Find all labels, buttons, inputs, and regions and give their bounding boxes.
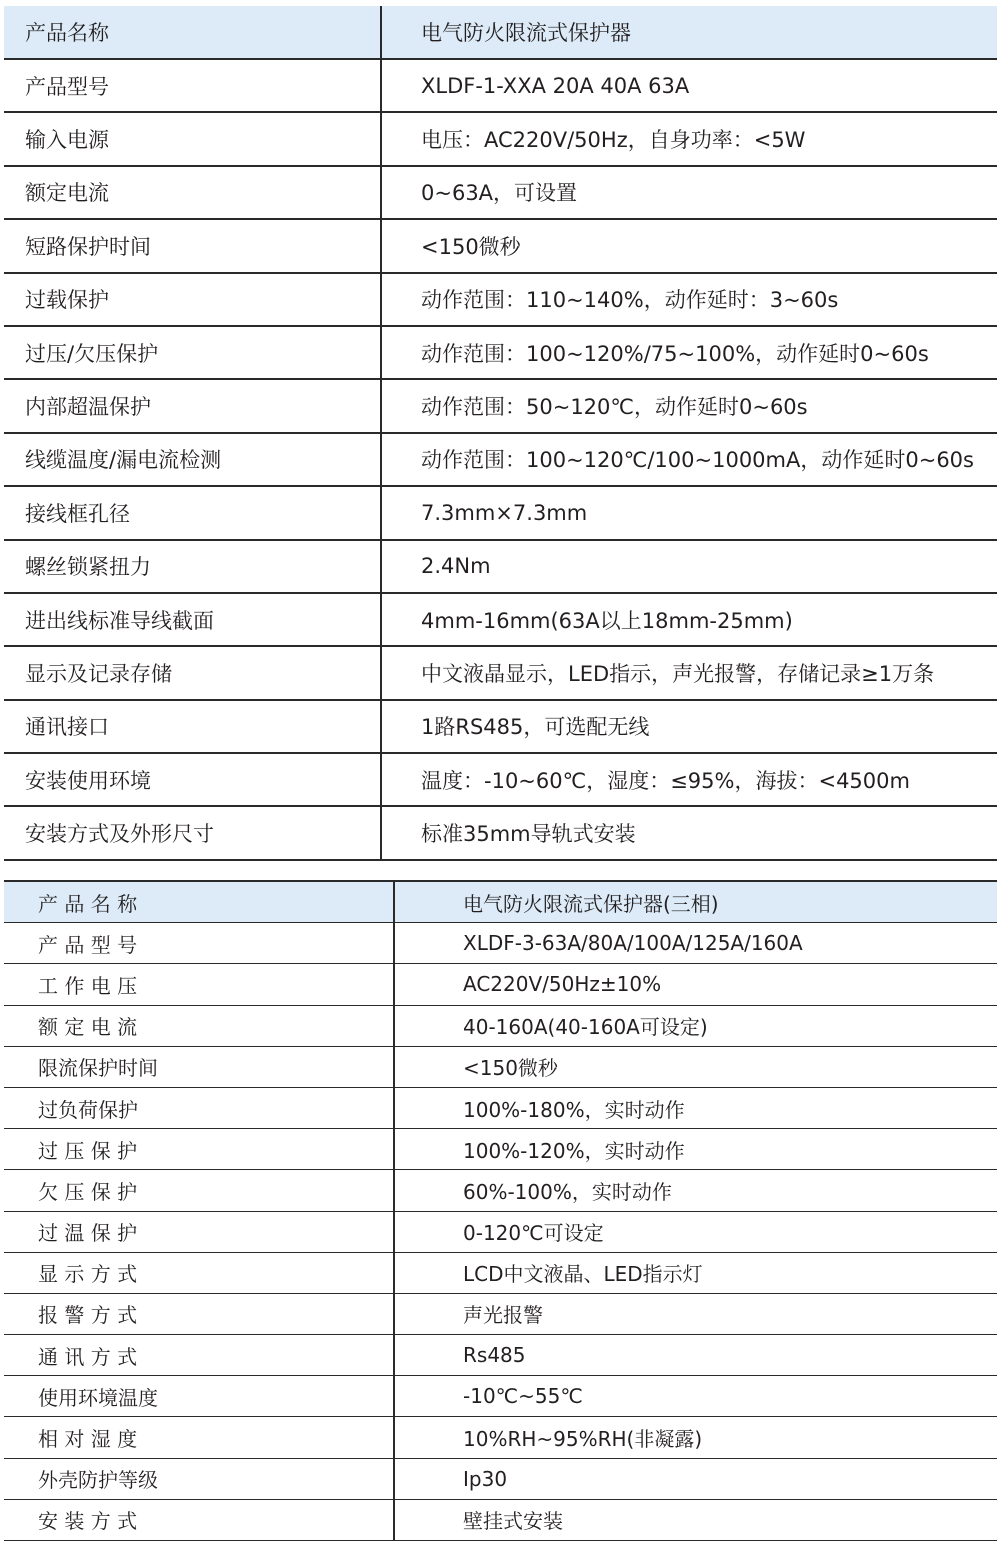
table-row <box>4 1335 997 1376</box>
row-value: 电压：AC220V/50Hz，自身功率：<5W <box>381 112 997 165</box>
row-label: 线缆温度/漏电流检测 <box>4 433 381 486</box>
row-value: 100%-120%，实时动作 <box>394 1129 997 1170</box>
row-value: Ip30 <box>394 1458 997 1499</box>
table-row <box>4 1252 997 1293</box>
row-label: 欠 压 保 护 <box>4 1170 394 1211</box>
row-label: 过压/欠压保护 <box>4 326 381 379</box>
row-label: 限流保护时间 <box>4 1046 394 1087</box>
table-row <box>4 923 997 964</box>
table-row <box>4 1005 997 1046</box>
table-row <box>4 219 997 272</box>
row-label: 产品型号 <box>4 59 381 112</box>
spec-table-three-phase <box>4 880 997 1541</box>
row-value: 0~63A，可设置 <box>381 166 997 219</box>
row-value: 2.4Nm <box>381 540 997 593</box>
row-value: 40-160A(40-160A可设定) <box>394 1005 997 1046</box>
header-value: 电气防火限流式保护器 <box>381 6 997 59</box>
table-row <box>4 753 997 806</box>
row-label: 使用环境温度 <box>4 1376 394 1417</box>
table-row <box>4 646 997 699</box>
row-value: 壁挂式安装 <box>394 1499 997 1540</box>
table-row <box>4 1087 997 1128</box>
table-row <box>4 1170 997 1211</box>
header-value: 电气防火限流式保护器(三相) <box>394 881 997 923</box>
row-label: 短路保护时间 <box>4 219 381 272</box>
row-value: 4mm-16mm(63A以上18mm-25mm) <box>381 593 997 646</box>
row-label: 安装方式及外形尺寸 <box>4 806 381 859</box>
row-label: 通 讯 方 式 <box>4 1335 394 1376</box>
table-row <box>4 1129 997 1170</box>
row-value: XLDF-3-63A/80A/100A/125A/160A <box>394 923 997 964</box>
table-row <box>4 700 997 753</box>
row-value: -10℃~55℃ <box>394 1376 997 1417</box>
row-label: 安装使用环境 <box>4 753 381 806</box>
row-value: 声光报警 <box>394 1293 997 1334</box>
row-label: 额定电流 <box>4 166 381 219</box>
table-row <box>4 593 997 646</box>
row-value: 100%-180%，实时动作 <box>394 1087 997 1128</box>
table-row <box>4 806 997 859</box>
table-row <box>4 1417 997 1458</box>
row-label: 接线框孔径 <box>4 486 381 539</box>
row-label: 产 品 型 号 <box>4 923 394 964</box>
row-label: 过载保护 <box>4 273 381 326</box>
row-value: 标准35mm导轨式安装 <box>381 806 997 859</box>
row-label: 过 温 保 护 <box>4 1211 394 1252</box>
table-row <box>4 379 997 432</box>
row-label: 内部超温保护 <box>4 379 381 432</box>
row-value: 中文液晶显示，LED指示，声光报警，存储记录≥1万条 <box>381 646 997 699</box>
row-label: 输入电源 <box>4 112 381 165</box>
row-label: 进出线标准导线截面 <box>4 593 381 646</box>
spec-table-single-phase <box>4 6 997 861</box>
row-label: 安 装 方 式 <box>4 1499 394 1540</box>
row-label: 过 压 保 护 <box>4 1129 394 1170</box>
table-row <box>4 433 997 486</box>
header-label: 产品名称 <box>4 6 381 59</box>
table-row <box>4 964 997 1005</box>
table-row <box>4 1458 997 1499</box>
table-header-row <box>4 881 997 923</box>
table-row <box>4 1293 997 1334</box>
table-row <box>4 1211 997 1252</box>
table-row <box>4 326 997 379</box>
header-label: 产 品 名 称 <box>4 881 394 923</box>
row-label: 螺丝锁紧扭力 <box>4 540 381 593</box>
row-label: 相 对 湿 度 <box>4 1417 394 1458</box>
row-value: <150微秒 <box>381 219 997 272</box>
table-row <box>4 273 997 326</box>
row-value: 0-120℃可设定 <box>394 1211 997 1252</box>
table-row <box>4 1499 997 1540</box>
table-row <box>4 1376 997 1417</box>
table-row <box>4 59 997 112</box>
row-value: 动作范围：100~120℃/100~1000mA，动作延时0~60s <box>381 433 997 486</box>
table-row <box>4 1046 997 1087</box>
row-label: 额 定 电 流 <box>4 1005 394 1046</box>
table-row <box>4 540 997 593</box>
row-value: AC220V/50Hz±10% <box>394 964 997 1005</box>
table-row <box>4 486 997 539</box>
row-label: 显 示 方 式 <box>4 1252 394 1293</box>
row-value: 温度：-10~60℃，湿度：≤95%，海拔：<4500m <box>381 753 997 806</box>
row-label: 报 警 方 式 <box>4 1293 394 1334</box>
row-value: 动作范围：110~140%，动作延时：3~60s <box>381 273 997 326</box>
row-label: 工 作 电 压 <box>4 964 394 1005</box>
row-value: XLDF-1-XXA 20A 40A 63A <box>381 59 997 112</box>
row-value: Rs485 <box>394 1335 997 1376</box>
row-value: <150微秒 <box>394 1046 997 1087</box>
table-row <box>4 166 997 219</box>
row-value: 60%-100%，实时动作 <box>394 1170 997 1211</box>
row-value: 10%RH~95%RH(非凝露) <box>394 1417 997 1458</box>
row-value: 7.3mm×7.3mm <box>381 486 997 539</box>
row-label: 过负荷保护 <box>4 1087 394 1128</box>
row-value: 动作范围：50~120℃，动作延时0~60s <box>381 379 997 432</box>
row-value: 动作范围：100~120%/75~100%，动作延时0~60s <box>381 326 997 379</box>
row-label: 显示及记录存储 <box>4 646 381 699</box>
row-label: 外壳防护等级 <box>4 1458 394 1499</box>
table-header-row <box>4 6 997 59</box>
row-label: 通讯接口 <box>4 700 381 753</box>
row-value: LCD中文液晶、LED指示灯 <box>394 1252 997 1293</box>
table-row <box>4 112 997 165</box>
row-value: 1路RS485，可选配无线 <box>381 700 997 753</box>
